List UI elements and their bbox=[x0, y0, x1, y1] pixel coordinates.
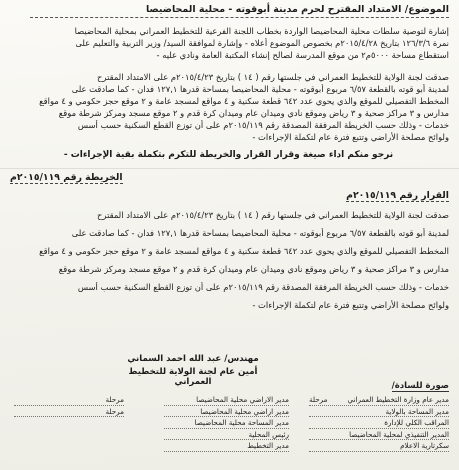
map-heading: الخريطة رقم ٢٠١٥/١١٩م bbox=[10, 172, 123, 183]
cc-item: المراقب الكلي للإدارة bbox=[309, 417, 449, 429]
intro-line-1: إشارة لتوصية سلطات محلية المحاضيصا الواردة بخطاب اللجنة الفرعية للتخطيط العمراني بمحلية المحاضيصا bbox=[74, 26, 449, 36]
decision-2-line-6: ولوائح مصلحة الأراضي وتتبع فترة عام لتكملة الإجراءات - bbox=[252, 300, 449, 310]
signature-title: أمين عام لجنة الولاية للتخطيط العمراني bbox=[128, 367, 258, 387]
intro-line-2: نمرة ١٢٦/٣/٦ بتاريخ ٢٠١٥/٤/٢٨م بخصوص الموضوع أعلاه - وإشارة لموافقة السيد/ وزير التربية والتعليم على bbox=[75, 38, 449, 48]
decision-1-line-1: صدقت لجنة الولاية للتخطيط العمراني في جلستها رقم ( ١٤ ) بتاريخ ٢٠١٥/٤/٢٣م على الامتداد المقترح bbox=[97, 72, 449, 82]
decision-2-line-2: لمدينة أبو قوته بالقطعة ٦/٥٧ مربوع أبوقوته - محلية المحاضيصا بمساحة قدرها ١٢٧,١ فدان - كما صادقت على bbox=[71, 228, 449, 238]
decision-1-line-2: لمدينة أبو قوته بالقطعة ٦/٥٧ مربوع أبوقوته - محلية المحاضيصا بمساحة قدرها ١٢٧,١ فدان - كما صادقت على bbox=[71, 84, 449, 94]
cc-list-right bbox=[309, 394, 449, 452]
cc-item: مرحلة bbox=[14, 406, 124, 418]
cc-item: مدير الاراضي محلية المحاضيصا bbox=[164, 394, 289, 406]
decision-2-line-4: مدارس و ٣ مراكز صحية و ٣ رياض وموقع نادي وميدان عام وميدان كرة قدم و ٢ موقع مسجد ومركز شرطة موقع bbox=[58, 264, 449, 274]
intro-line-3: استقطاع مساحة ٥٠٠٠م٢ من موقع المدرسة لصالح إنشاء المكتبة العامة ونادي عليه - bbox=[156, 50, 449, 60]
cc-item: مدير عام وزارة التخطيط العمراني مرحلة bbox=[309, 395, 449, 404]
cc-item: مدير المساحة محلية المحاضيصا bbox=[164, 417, 289, 429]
cc-list-left bbox=[14, 394, 124, 417]
decision-2-line-1: صدقت لجنة الولاية للتخطيط العمراني في جلستها رقم ( ١٤ ) بتاريخ ٢٠١٥/٤/٢٣م على الامتداد المقترح bbox=[97, 210, 449, 220]
subject-line: الموضوع/ الامتداد المقترح لحرم مدينة أبوقوته - محلية المحاضيصا bbox=[30, 4, 449, 18]
decision-2-line-5: خدمات - وذلك حسب الخريطة المرفقة المصدقة رقم ٢٠١٥/١١٩م على أن توزع القطع السكنية حسب أسس bbox=[77, 282, 449, 292]
decision-1-line-4: مدارس و ٣ مراكز صحية و ٣ رياض وموقع نادي وميدان عام وميدان كرة قدم و ٢ موقع مسجد ومركز شرطة موقع bbox=[58, 108, 449, 118]
cc-item: مدير التخطيط bbox=[164, 440, 289, 452]
signature-name: مهندس/ عبد الله احمد السماني bbox=[127, 354, 259, 364]
fold-line bbox=[0, 168, 459, 169]
decision-2-line-3: المخطط التفصيلي للموقع والذي يحوي عدد ٦٤٢ قطعة سكنية و ٤ مواقع لمسجد عامة و ٢ موقع حجز حكومي و ٤ مواقع bbox=[39, 246, 449, 256]
cc-item: المدير التنفيذي لمحلية المحاضيصا bbox=[309, 429, 449, 441]
cc-item: سكرتارية الاعلام bbox=[309, 440, 449, 452]
cc-list-middle bbox=[164, 394, 289, 452]
resolution-heading: القرار رقم ٢٠١٥/١١٩م bbox=[346, 190, 449, 201]
decision-1-line-5: خدمات - وذلك حسب الخريطة المرفقة المصدقة رقم ٢٠١٥/١١٩م على أن توزع القطع السكنية حسب أسس bbox=[77, 120, 449, 130]
decision-1-line-6: ولوائح مصلحة الأراضي وتتبع فترة عام لتكملة الإجراءات - bbox=[252, 132, 449, 142]
decision-1-line-3: المخطط التفصيلي للموقع والذي يحوي عدد ٦٤٢ قطعة سكنية و ٤ مواقع لمسجد عامة و ٢ موقع حجز حكومي و ٤ مواقع bbox=[39, 96, 449, 106]
cc-title: صورة للسادة/ bbox=[391, 381, 449, 391]
cc-item: مدير المساحة بالولاية bbox=[309, 406, 449, 418]
resolution-heading-row bbox=[10, 190, 449, 202]
action-line: نرجو منكم أداء صيغة وقرار القرار والخريطة للتكرم بتكملة بقية الإجراءات - bbox=[63, 150, 394, 160]
cc-item: مرحلة bbox=[14, 394, 124, 406]
cc-item: مدير اراضي محلية المحاضيصا bbox=[164, 406, 289, 418]
cc-item: رئيس المحلية bbox=[164, 429, 289, 441]
map-heading-row bbox=[10, 172, 449, 184]
